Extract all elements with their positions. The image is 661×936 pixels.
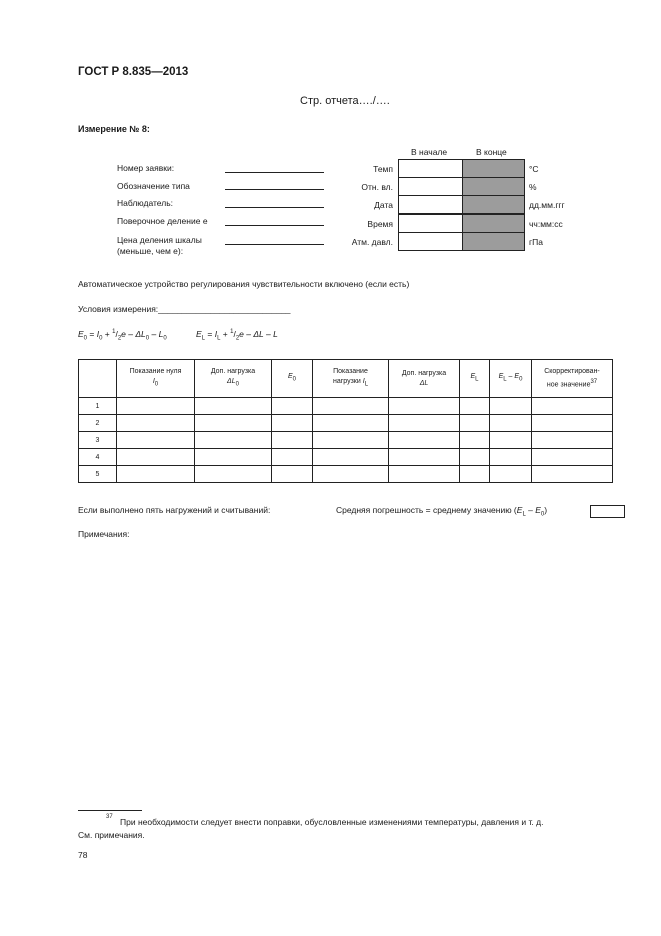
row-number: 2 [79,415,117,432]
field-input-scale-interval[interactable] [225,244,324,245]
env-label-time: Время [367,219,393,229]
table-cell[interactable] [460,432,490,449]
row-number: 4 [79,449,117,466]
field-label-observer: Наблюдатель: [117,198,173,208]
table-cell[interactable] [117,398,195,415]
header-e0: $E_0$ [272,360,313,398]
field-input-verification-division[interactable] [225,225,324,226]
env-header-start: В начале [411,147,448,157]
formula-el: $E_L = I_L + ^1/_2e - \Delta L - L$ [196,329,278,342]
env-humidity-start[interactable] [398,177,463,196]
table-cell[interactable] [117,415,195,432]
table-cell[interactable] [272,432,313,449]
row-number: 3 [79,432,117,449]
header-additional-load-l: Доп. нагрузка ΔL [389,360,460,398]
table-cell[interactable] [195,432,272,449]
mean-error-label: Средняя погрешность = среднему значению $(E_L - E_0)$ [336,505,548,518]
field-input-request-number[interactable] [225,172,324,173]
table-cell[interactable] [460,449,490,466]
env-pressure-start[interactable] [398,232,463,251]
row-number: 5 [79,466,117,483]
env-temp-start[interactable] [398,159,463,178]
header-el-minus-e0: $E_L - E_0$ [490,360,532,398]
field-label-scale-interval-note: (меньше, чем е): [117,246,184,256]
table-cell[interactable] [117,466,195,483]
notes-label: Примечания: [78,529,130,539]
table-cell[interactable] [490,432,532,449]
table-cell[interactable] [117,449,195,466]
table-cell[interactable] [272,398,313,415]
header-additional-load-0: Доп. нагрузка $\Delta L_0$ [195,360,272,398]
env-time-start[interactable] [398,214,463,233]
table-cell[interactable] [389,466,460,483]
env-time-end [462,214,525,233]
footnote-divider [78,810,142,811]
env-label-humidity: Отн. вл. [361,182,393,192]
table-cell[interactable] [313,466,389,483]
table-row [79,432,613,449]
measurement-conditions: Условия измерения:____________________________ [78,304,291,314]
standard-title: ГОСТ Р 8.835—2013 [78,66,189,78]
table-cell[interactable] [389,432,460,449]
table-cell[interactable] [490,398,532,415]
header-zero-reading: Показание нуля $I_0$ [117,360,195,398]
env-header-end: В конце [476,147,507,157]
field-label-verification-division: Поверочное деление e [117,216,208,226]
env-unit-humidity: % [529,182,537,192]
table-row [79,398,613,415]
table-cell[interactable] [460,466,490,483]
header-corrected-value: Скорректирован- ное значение$^{37}$ [532,360,613,398]
table-cell[interactable] [272,449,313,466]
field-input-type[interactable] [225,189,324,190]
footnote-number: 37 [106,814,113,821]
auto-device-note: Автоматическое устройство регулирования чувствительности включено (если есть) [78,279,410,289]
field-input-observer[interactable] [225,207,324,208]
five-loadings-note: Если выполнено пять нагружений и считываний: [78,505,271,515]
env-humidity-end [462,177,525,196]
table-cell[interactable] [117,432,195,449]
env-temp-end [462,159,525,178]
table-cell[interactable] [532,449,613,466]
table-header-row [79,360,613,398]
table-cell[interactable] [460,398,490,415]
env-unit-date: дд.мм.ггг [529,200,565,210]
table-cell[interactable] [313,415,389,432]
page-number: 78 [78,850,88,860]
env-label-temp: Темп [373,164,393,174]
table-cell[interactable] [195,398,272,415]
row-number: 1 [79,398,117,415]
table-cell[interactable] [532,415,613,432]
table-cell[interactable] [195,449,272,466]
table-cell[interactable] [532,398,613,415]
table-cell[interactable] [490,415,532,432]
table-cell[interactable] [490,449,532,466]
field-label-scale-interval: Цена деления шкалы [117,235,202,245]
table-cell[interactable] [532,432,613,449]
field-label-type: Обозначение типа [117,181,190,191]
table-cell[interactable] [313,449,389,466]
env-unit-time: чч:мм:сс [529,219,563,229]
mean-error-input[interactable] [590,505,625,518]
env-label-pressure: Атм. давл. [351,237,393,247]
env-date-end [462,195,525,214]
table-cell[interactable] [460,415,490,432]
env-date-start[interactable] [398,195,463,214]
table-cell[interactable] [313,432,389,449]
table-cell[interactable] [389,449,460,466]
measurement-table [78,359,613,483]
table-cell[interactable] [195,415,272,432]
footnote-text-cont: См. примечания. [78,830,145,840]
footnote-text: При необходимости следует внести поправки, обусловленные изменениями температуры, давления и т. д. [120,817,544,827]
report-page-number: Стр. отчета…./…. [300,95,390,107]
table-cell[interactable] [272,415,313,432]
table-cell[interactable] [313,398,389,415]
env-pressure-end [462,232,525,251]
header-el: $E_L$ [460,360,490,398]
formula-e0: $E_0 = I_0 + ^1/_2e - \Delta L_0 - L_0$ [78,329,167,342]
table-cell[interactable] [272,466,313,483]
table-cell[interactable] [490,466,532,483]
env-unit-pressure: гПа [529,237,543,247]
table-cell[interactable] [195,466,272,483]
table-cell[interactable] [389,415,460,432]
table-row [79,466,613,483]
table-cell[interactable] [532,466,613,483]
measurement-title: Измерение № 8: [78,124,150,134]
field-label-request-number: Номер заявки: [117,163,175,173]
header-load-reading: Показание нагрузки $I_L$ [313,360,389,398]
table-row [79,415,613,432]
table-row [79,449,613,466]
table-cell[interactable] [389,398,460,415]
header-row-number [79,360,117,398]
env-label-date: Дата [374,200,393,210]
env-unit-temp: °C [529,164,539,174]
